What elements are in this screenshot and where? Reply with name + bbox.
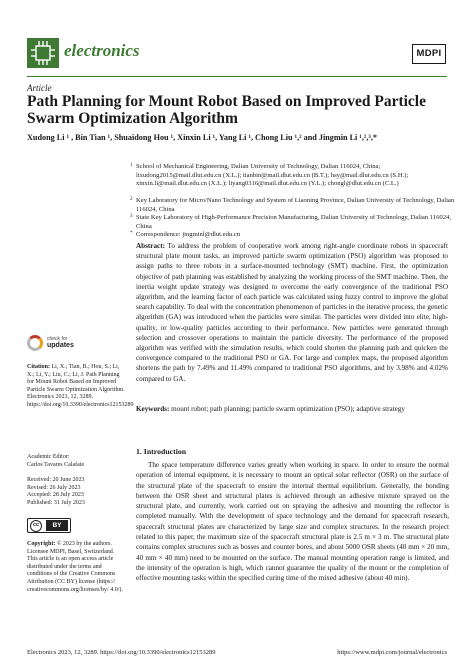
dates-block xyxy=(27,477,125,507)
date-published: Published: 31 July 2023 xyxy=(27,499,85,506)
footer-citation[interactable]: Electronics 2023, 12, 3289. https://doi.org/10.3390/electronics12153289 xyxy=(27,649,216,656)
keywords-text: mount robot; path planning; particle swarm optimization (PSO); adaptive strategy xyxy=(171,405,405,413)
section-heading-introduction: 1. Introduction xyxy=(136,447,187,456)
header-divider xyxy=(27,76,447,77)
affiliation-text: School of Mechanical Engineering, Dalian University of Technology, Dalian 116024, China; lixudong2015@mail.dlut.edu.cn (X.L.); tianbin@mail.dlut.edu.cn (B.T.); hsy@mail.dlut.edu.cn (S.H.); xinxin.li@mail.dlut.edu.cn (X.L.); liyang0316@mail.dlut.edu.cn (Y.L.); chongl@dlut.edu.cn (C.L.) xyxy=(136,163,409,188)
footer-journal-link[interactable]: https://www.mdpi.com/journal/electronics xyxy=(337,649,447,656)
cc-icon: cc xyxy=(30,520,42,532)
abstract-text: To address the problem of cooperative work among right-angle coordinate robots in spacecraft structural plate mount tasks, an improved particle swarm optimization (PSO) algorithm was proposed to assign paths to three robots in a surface-mounted technology (SMT) machine. First, the optimization objective of path planning was established by analyzing the working process of the SMT machine. Then, the inertia weight update strategy was designed to overcome the early convergence of the traditional PSO algorithm, and the learning factor of each particle was calculated using fuzzy control to improve the global search capability. To deal with the concentration phenomenon of particles in the iterative process, the genetic algorithm (GA) was introduced when the particles were similar. The particles were divided into elite, high-quality, or low-quality particles according to their performance. New particles were generated through selection and crossover operations to maintain the particle diversity. The performance of the proposed algorithm was verified with the simulation results, which could shorten the planning path and quicken the convergence compared to the traditional PSO or GA. For large and complex maps, the proposed algorithm shortens the path by 7.49% and 11.49% compared to traditional PSO algorithms, and by 3.98% and 4.02% compared to GA. xyxy=(136,242,448,383)
affiliation-number: * xyxy=(130,231,133,236)
abstract xyxy=(136,241,448,384)
check-updates-icon xyxy=(27,335,43,351)
keywords-label: Keywords: xyxy=(136,405,170,413)
article-type: Article xyxy=(27,83,52,93)
editor-name: Carlos Tavares Calafate xyxy=(27,461,85,468)
copyright-text: © 2023 by the authors. Licensee MDPI, Basel, Switzerland. This article is an open access article distributed under the terms and conditions of the Creative Commons Attribution (CC BY) license (https:// creativecommons.org/licenses/by/ 4.0/). xyxy=(27,541,123,593)
abstract-label: Abstract: xyxy=(136,242,165,250)
affiliation-text: State Key Laboratory of High-Performance Precision Manufacturing, Dalian University of Technology, Dalian 116024, China xyxy=(136,214,451,230)
introduction-paragraph: The space temperature difference varies greatly when working in space. In order to ensure the normal operation of internal equipment, it is necessary to mount an optical solar reflector (OSR) on the surface of the structural plate of the spacecraft to ensure the internal thermal equilibrium. Generally, the bonding between the OSR sheet and structural plates is achieved through an adhesive mixture sprayed on the structural plate, and currently, work carried out on spraying the adhesive and mounting the reflector is completed manually. With the development of space technology and the demand for spacecraft research, spacecraft structural plates are characterized by large size and complex structures. In the research project related to this paper, the maximum size of the spacecraft structural plate is 2.5 m × 3 m. The structural plate contains complex structures such as bosses and counter bores, and about 5000 OSR sheets (40 mm × 20 mm, 40 mm × 40 mm) need to be mounted on the surface. The manual mounting operation range is limited, and the intensity of the operation is high, which cannot guarantee the quality of the mount or the completion of effective mounting tasks within the specified curing time of the mixed adhesive (about 40 min). xyxy=(136,461,449,583)
copyright-label: Copyright: xyxy=(27,541,56,547)
date-accepted: Accepted: 28 July 2023 xyxy=(27,492,84,499)
affiliation-1 xyxy=(130,163,456,189)
affiliation-2 xyxy=(130,197,456,214)
page-footer xyxy=(27,649,447,656)
affiliation-number: 1 xyxy=(130,163,133,168)
journal-name[interactable]: electronics xyxy=(64,41,140,60)
publisher-logo[interactable]: MDPI xyxy=(412,44,446,64)
date-received: Received: 20 June 2023 xyxy=(27,477,85,483)
correspondence-text[interactable]: Correspondence: jingminl@dlut.edu.cn xyxy=(136,231,241,238)
citation-text[interactable]: Li, X.; Tian, B.; Hou, S.; Li, X.; Li, Y.; Liu, C.; Li, J. Path Planning for Mount Robot Based on Improved Particle Swarm Optimization Algorithm. Electronics 2023, 12, 3289. https://doi.org/10.3390/electronics12153289 xyxy=(27,364,134,408)
date-revised: Revised: 26 July 2023 xyxy=(27,484,81,491)
affiliation-text: Key Laboratory for Micro/Nano Technology and System of Liaoning Province, Dalian University of Technology, Dalian 116024, China xyxy=(136,197,455,213)
citation-block xyxy=(27,364,134,410)
check-updates-big-text: updates xyxy=(47,342,74,349)
paper-title: Path Planning for Mount Robot Based on Improved Particle Swarm Optimization Algorithm xyxy=(27,93,426,127)
keywords xyxy=(136,404,448,414)
by-icon: BY xyxy=(46,520,68,531)
academic-editor xyxy=(27,454,125,469)
check-updates-small-text: check for xyxy=(47,336,68,342)
editor-label: Academic Editor: xyxy=(27,454,70,460)
affiliation-3 xyxy=(130,214,456,231)
affiliation-number: 2 xyxy=(130,197,133,202)
citation-label: Citation: xyxy=(27,364,50,370)
check-for-updates-button[interactable] xyxy=(27,334,87,354)
author-list[interactable]: Xudong Li ¹ , Bin Tian ¹, Shuaidong Hou ¹, Xinxin Li ¹, Yang Li ¹, Chong Liu ¹,² and Jingmin Li ¹,²,³,* xyxy=(27,133,377,142)
affiliation-number: 3 xyxy=(130,214,133,219)
correspondence xyxy=(130,231,456,240)
journal-logo-icon xyxy=(27,38,59,68)
copyright-block xyxy=(27,541,125,594)
cc-by-license-badge[interactable] xyxy=(27,518,71,533)
